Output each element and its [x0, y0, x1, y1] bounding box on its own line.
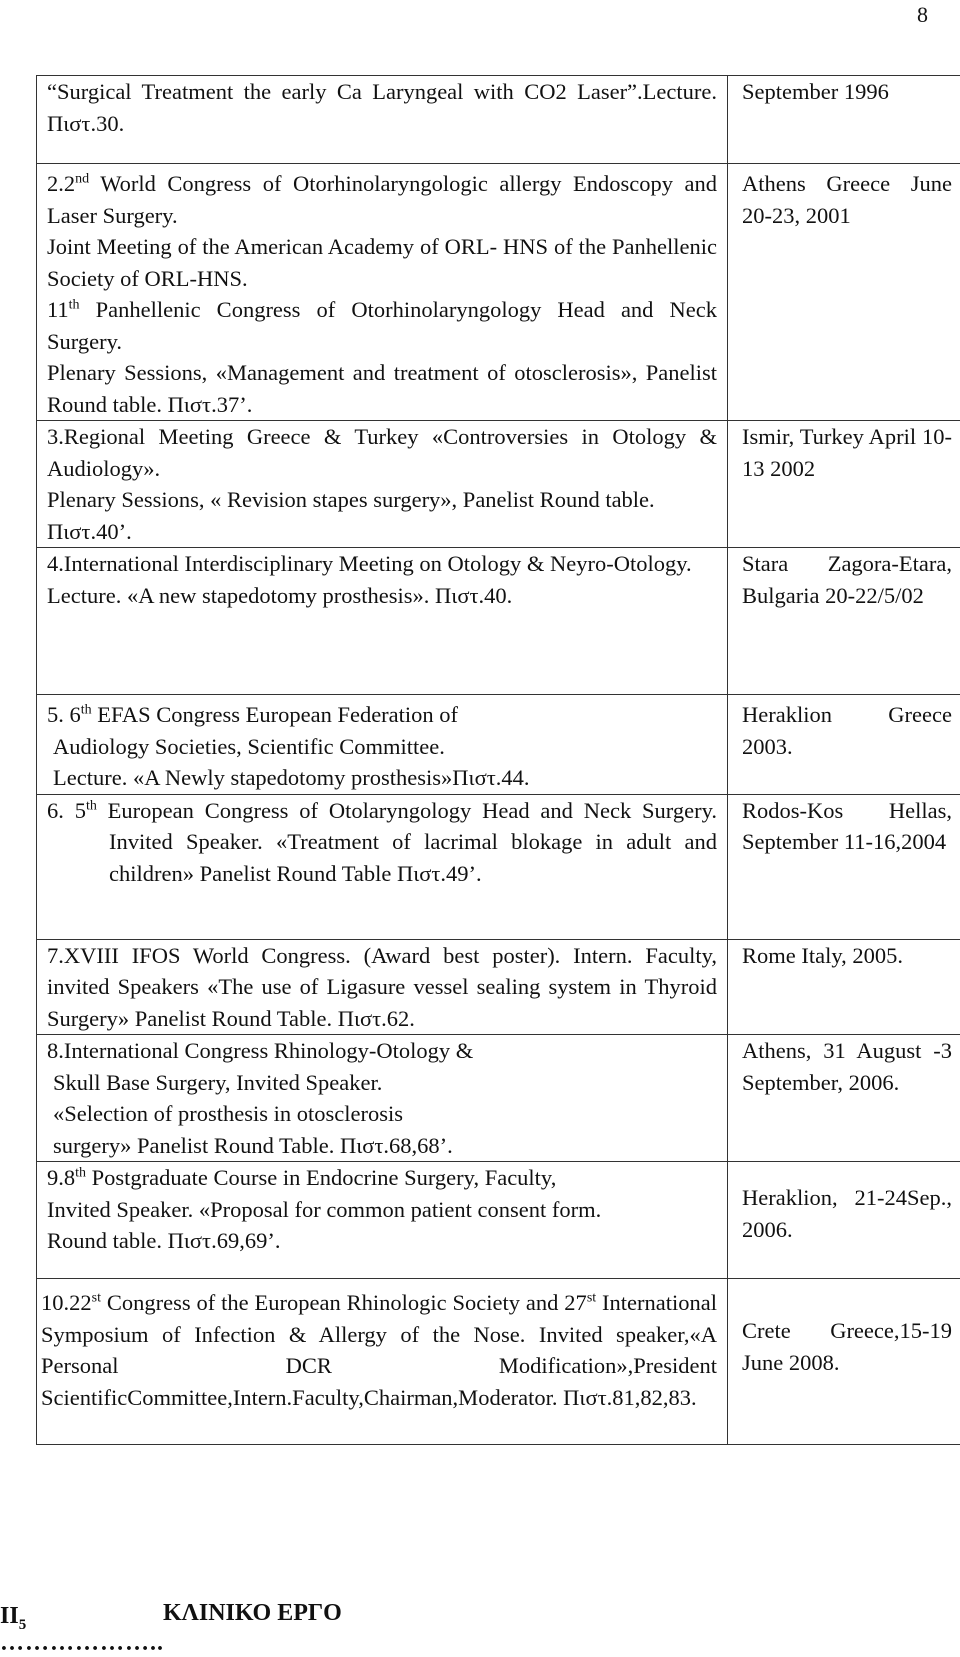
place-cell [728, 1162, 960, 1279]
event-text: 7.XVIII IFOS World Congress. (Award best poster). Intern. Faculty, invited Speakers «The use of Ligasure vessel sealing system in Thyroid Surgery» Panelist Round Table. Πιστ.62. [47, 940, 717, 1035]
congress-table [36, 75, 960, 1445]
table-row [37, 794, 960, 939]
table-row [37, 548, 960, 695]
place-cell [728, 1035, 960, 1162]
place-cell [728, 421, 960, 548]
event-text: 5. 6th EFAS Congress European Federation of [47, 699, 717, 731]
table-row [37, 76, 960, 164]
place-cell [728, 794, 960, 939]
event-text: 10.22st Congress of the European Rhinologic Society and 27st International Symposium of Infection & Allergy of the Nose. Invited speaker,«A Personal DCR Modification»,President ScientificCommittee,Intern.Faculty,Chairman,Moderator. Πιστ.81,82,83. [41, 1287, 717, 1413]
event-text: Round table. Πιστ.69,69’. [47, 1225, 717, 1257]
table-row [37, 695, 960, 795]
event-text: Skull Base Surgery, Invited Speaker. [47, 1067, 717, 1099]
table-row [37, 164, 960, 421]
event-cell [37, 164, 728, 421]
table-row [37, 1279, 960, 1445]
event-text: 4.International Interdisciplinary Meeting on Otology & Neyro-Otology. [47, 548, 717, 580]
place-text: Crete Greece,15-19 June 2008. [742, 1315, 952, 1378]
place-cell [728, 1279, 960, 1445]
event-text: 3.Regional Meeting Greece & Turkey «Controversies in Otology & Audiology». [47, 421, 717, 484]
event-text: Joint Meeting of the American Academy of ORL- HNS of the Panhellenic Society of ORL-HNS. [47, 231, 717, 294]
place-cell [728, 695, 960, 795]
event-cell [37, 794, 728, 939]
event-cell [37, 1279, 728, 1445]
event-cell [37, 1035, 728, 1162]
place-cell [728, 939, 960, 1035]
event-text: Plenary Sessions, « Revision stapes surgery», Panelist Round table. Πιστ.40’. [47, 484, 717, 547]
table-row [37, 1035, 960, 1162]
event-text: “Surgical Treatment the early Ca Laryngeal with CO2 Laser”.Lecture. Πιστ.30. [47, 76, 717, 139]
place-cell [728, 76, 960, 164]
place-text: Stara Zagora-Etara, Bulgaria 20-22/5/02 [742, 548, 952, 611]
event-cell [37, 939, 728, 1035]
place-text: September 1996 [742, 76, 952, 108]
event-text: surgery» Panelist Round Table. Πιστ.68,68’. [47, 1130, 717, 1162]
table-row [37, 939, 960, 1035]
section-dots: ……………….. [0, 1630, 164, 1657]
table-row [37, 421, 960, 548]
event-text: Lecture. «A Newly stapedotomy prosthesis»Πιστ.44. [47, 762, 717, 794]
event-text: Lecture. «A new stapedotomy prosthesis». Πιστ.40. [47, 580, 717, 612]
table-row [37, 1162, 960, 1279]
event-cell [37, 421, 728, 548]
section-label: $II_5$ [0, 1603, 26, 1634]
section-title: ΚΛΙΝΙΚΟ ΕΡΓΟ [163, 1600, 342, 1627]
place-text: Rodos-Kos Hellas, September 11-16,2004 [742, 795, 952, 858]
place-text: Rome Italy, 2005. [742, 940, 952, 972]
event-text: 2.2nd World Congress of Otorhinolaryngologic allergy Endoscopy and Laser Surgery. [47, 168, 717, 231]
event-text: 8.International Congress Rhinology-Otology & [47, 1035, 717, 1067]
event-text: Plenary Sessions, «Management and treatment of otosclerosis», Panelist Round table. Πιστ.37’. [47, 357, 717, 420]
event-text: 11th Panhellenic Congress of Otorhinolaryngology Head and Neck Surgery. [47, 294, 717, 357]
place-text: Athens, 31 August -3 September, 2006. [742, 1035, 952, 1098]
event-cell [37, 695, 728, 795]
page-number: 8 [917, 2, 928, 28]
event-cell [37, 1162, 728, 1279]
place-cell [728, 548, 960, 695]
event-text: 6. 5th European Congress of Otolaryngology Head and Neck Surgery. Invited Speaker. «Treatment of lacrimal blokage in adult and children» Panelist Round Table Πιστ.49’. [47, 795, 717, 890]
place-text: Heraklion Greece 2003. [742, 699, 952, 762]
event-cell [37, 548, 728, 695]
event-cell [37, 76, 728, 164]
place-text: Heraklion, 21-24Sep., 2006. [742, 1182, 952, 1245]
event-text: Invited Speaker. «Proposal for common patient consent form. [47, 1194, 717, 1226]
event-text: Audiology Societies, Scientific Committee. [47, 731, 717, 763]
place-cell [728, 164, 960, 421]
event-text: 9.8th Postgraduate Course in Endocrine Surgery, Faculty, [47, 1162, 717, 1194]
place-text: Athens Greece June 20-23, 2001 [742, 168, 952, 231]
place-text: Ismir, Turkey April 10-13 2002 [742, 421, 952, 484]
event-text: «Selection of prosthesis in otosclerosis [47, 1098, 717, 1130]
